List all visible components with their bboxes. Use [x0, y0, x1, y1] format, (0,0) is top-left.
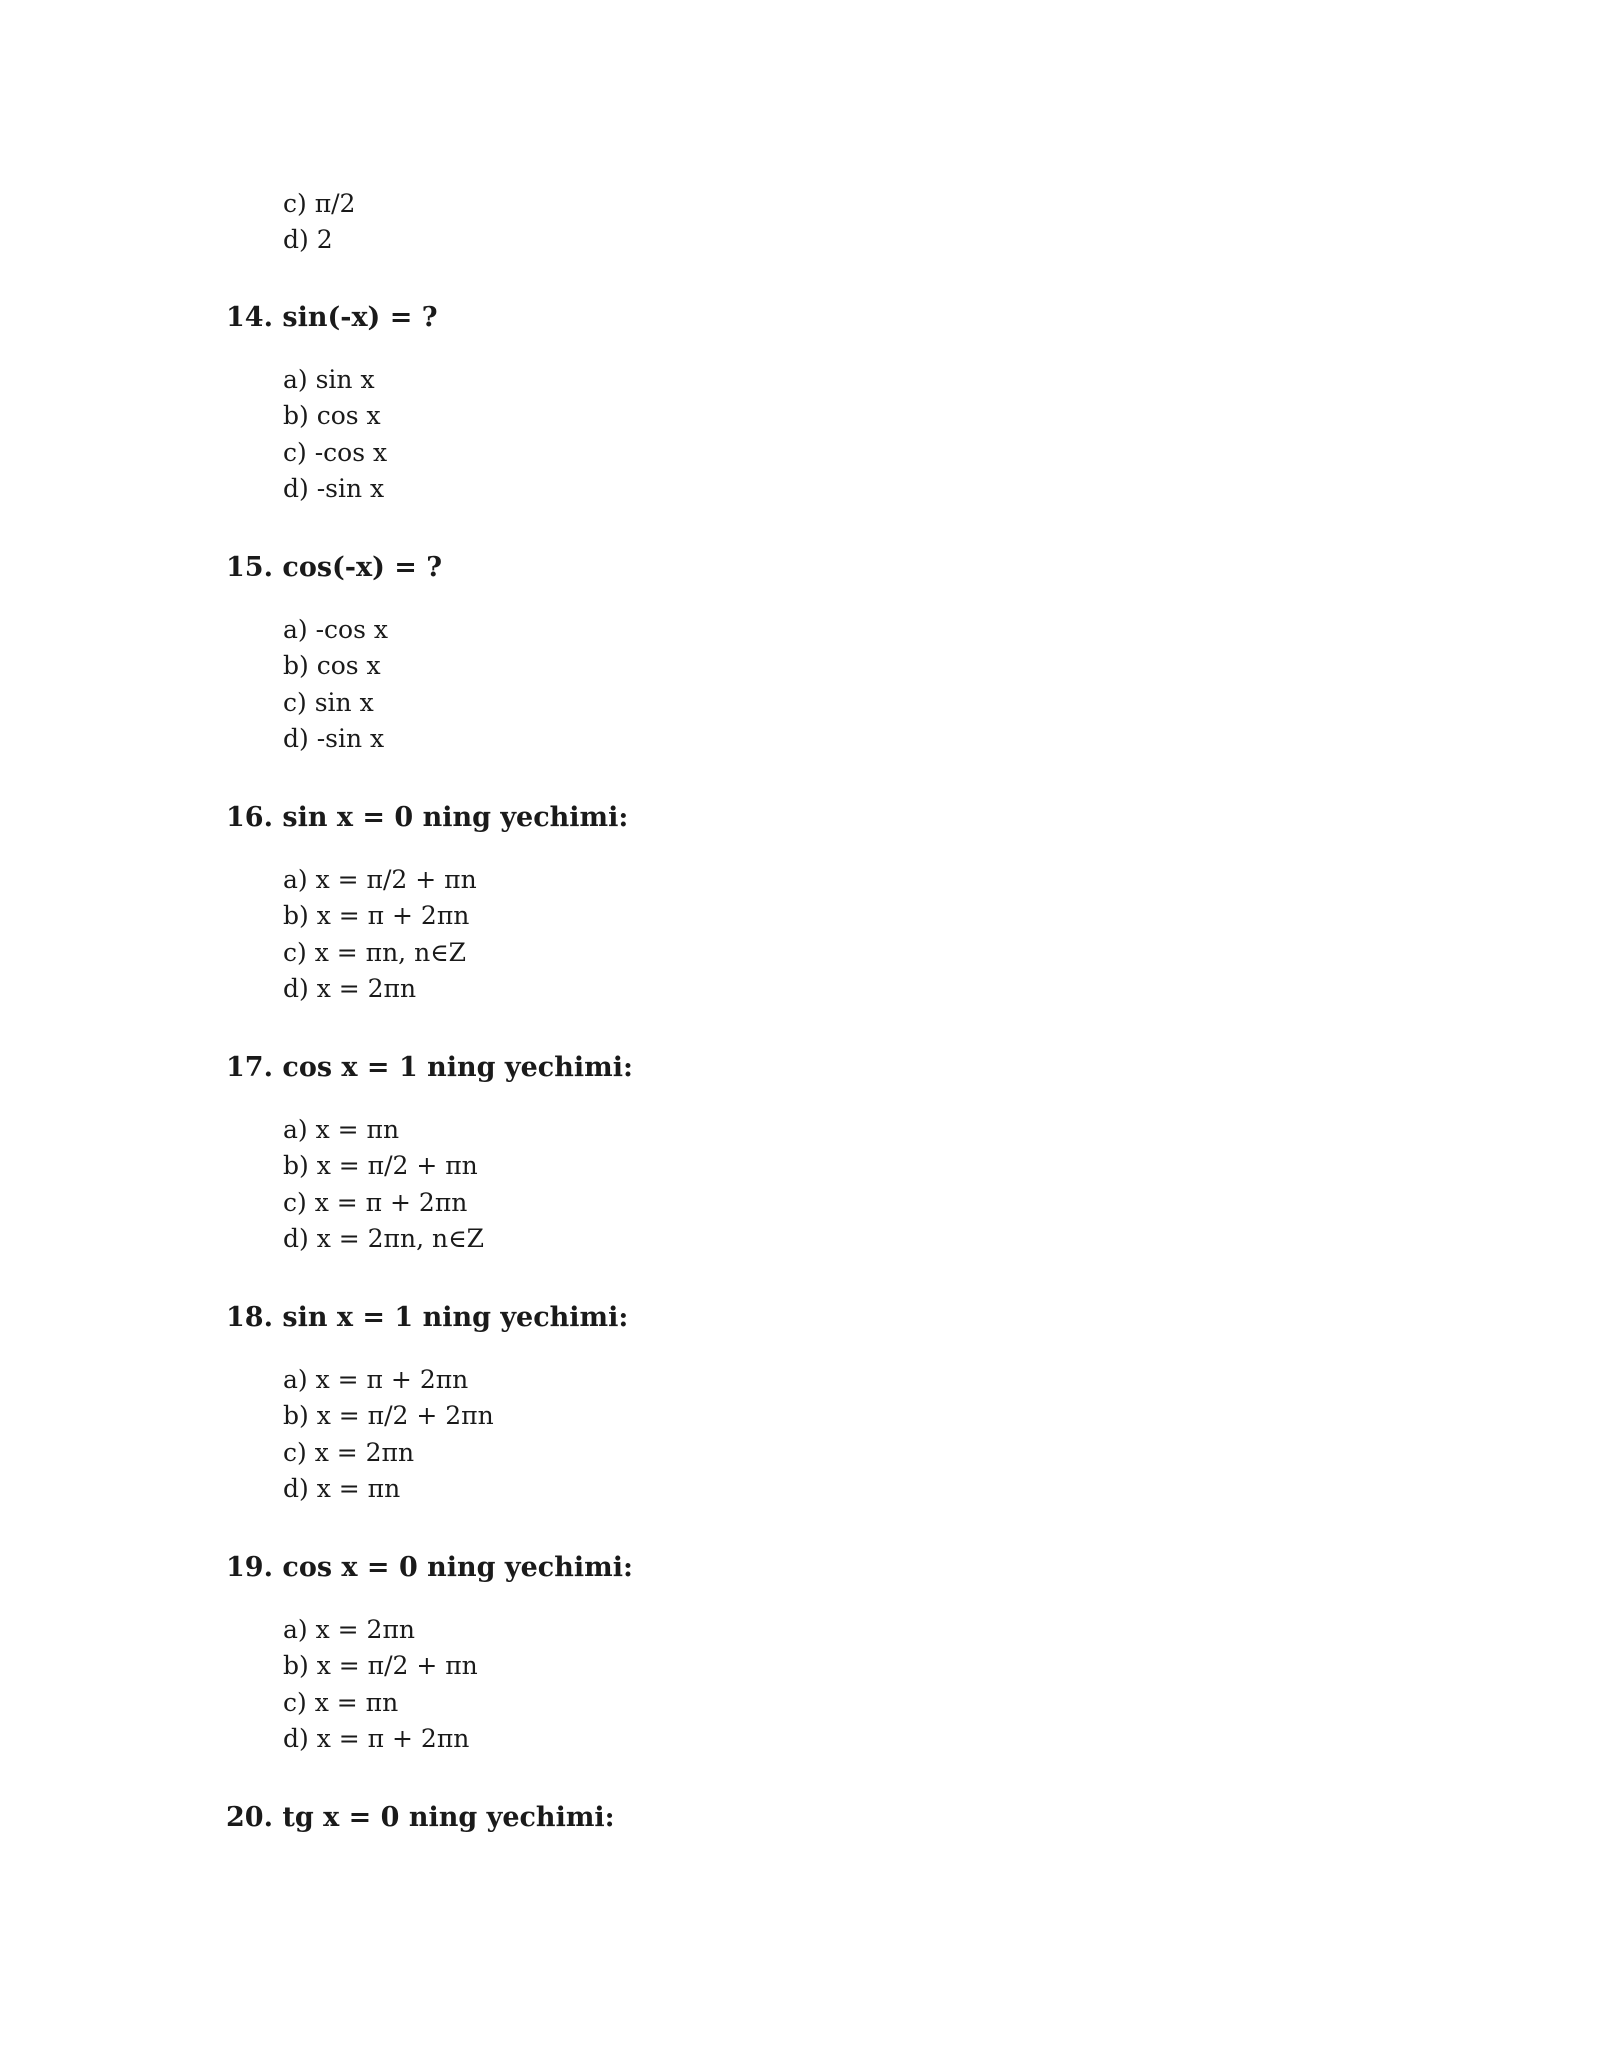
answer-option: c) x = πn, n∈Z: [283, 937, 467, 967]
options-list: [283, 362, 438, 507]
answer-option: b) x = π/2 + 2πn: [283, 1401, 494, 1431]
answer-option: c) -cos x: [283, 437, 388, 467]
question-20: [226, 1800, 615, 1836]
answer-option: a) x = π + 2πn: [283, 1365, 469, 1394]
answer-option: d) 2: [283, 225, 333, 255]
options-list: [283, 862, 628, 1007]
answer-option: a) sin x: [283, 365, 375, 394]
answer-option: a) -cos x: [283, 615, 388, 644]
leading-options-list: [283, 186, 355, 259]
answer-option: c) x = π + 2πn: [283, 1187, 468, 1217]
answer-option: c) x = πn: [283, 1687, 399, 1717]
answer-option: d) x = 2πn, n∈Z: [283, 1223, 484, 1253]
answer-option: a) x = πn: [283, 1115, 400, 1144]
question-17: [226, 1050, 633, 1257]
answer-option: d) x = π + 2πn: [283, 1723, 470, 1753]
question-18: [226, 1300, 628, 1507]
question-14: [226, 300, 438, 507]
answer-option: c) sin x: [283, 687, 374, 717]
question-title: 14. sin(-x) = ?: [226, 302, 438, 333]
question-title: 16. sin x = 0 ning yechimi:: [226, 802, 629, 833]
answer-option: b) cos x: [283, 401, 381, 431]
answer-option: d) -sin x: [283, 723, 385, 753]
answer-option: d) x = πn: [283, 1473, 401, 1503]
answer-option: b) x = π/2 + πn: [283, 1151, 478, 1181]
answer-option: a) x = 2πn: [283, 1615, 415, 1644]
answer-option: b) x = π + 2πn: [283, 901, 470, 931]
answer-option: d) -sin x: [283, 473, 385, 503]
question-title: 18. sin x = 1 ning yechimi:: [226, 1302, 629, 1333]
answer-option: c) x = 2πn: [283, 1437, 415, 1467]
answer-option: a) x = π/2 + πn: [283, 865, 477, 894]
options-list: [283, 1612, 633, 1757]
question-title: 17. cos x = 1 ning yechimi:: [226, 1052, 633, 1083]
options-list: [283, 1112, 633, 1257]
question-19: [226, 1550, 633, 1757]
answer-option: d) x = 2πn: [283, 973, 417, 1003]
options-list: [283, 1362, 628, 1507]
answer-option: c) π/2: [283, 189, 356, 218]
answer-option: b) x = π/2 + πn: [283, 1651, 478, 1681]
question-15: [226, 550, 442, 757]
question-title: 20. tg x = 0 ning yechimi:: [226, 1802, 615, 1833]
answer-option: b) cos x: [283, 651, 381, 681]
question-title: 15. cos(-x) = ?: [226, 552, 443, 583]
question-16: [226, 800, 628, 1007]
options-list: [283, 612, 442, 757]
question-title: 19. cos x = 0 ning yechimi:: [226, 1552, 633, 1583]
